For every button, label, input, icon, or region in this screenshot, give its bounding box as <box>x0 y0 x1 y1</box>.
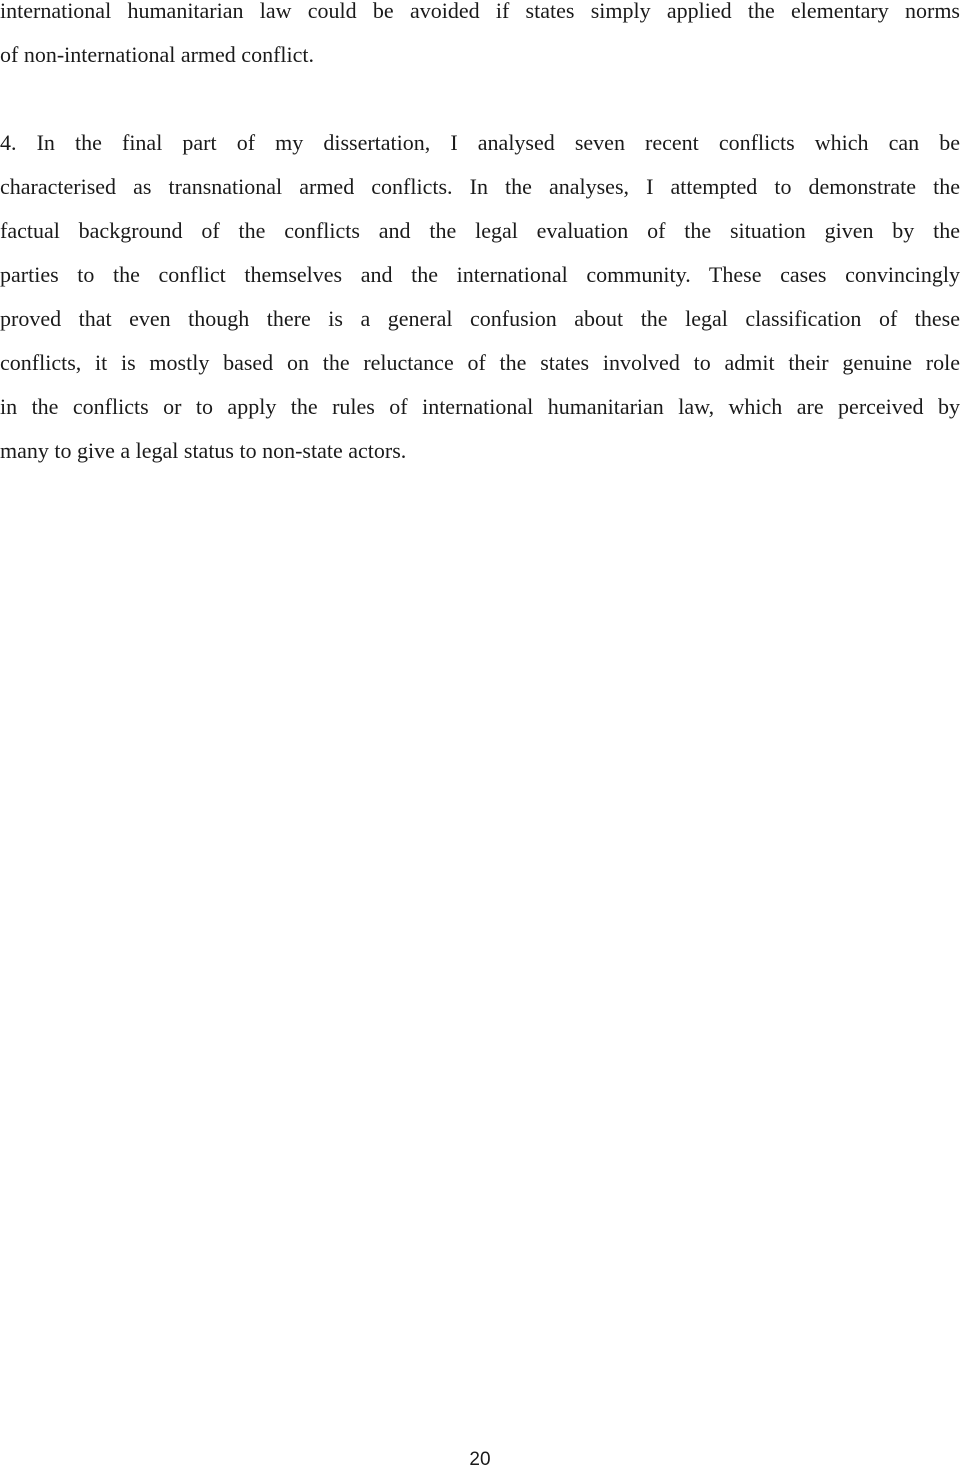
paragraph-4-line-4: parties to the conflict themselves and the international community. These cases convincingly <box>0 262 960 287</box>
page-number: 20 <box>469 1449 491 1470</box>
paragraph-4-line-6: conflicts, it is mostly based on the reluctance of the states involved to admit their genuine role <box>0 350 960 375</box>
paragraph-4-line-3: factual background of the conflicts and the legal evaluation of the situation given by the <box>0 218 960 243</box>
paragraph-4-line-8: many to give a legal status to non-state actors. <box>0 438 407 463</box>
paragraph-4-line-5: proved that even though there is a general confusion about the legal classification of these <box>0 306 960 331</box>
paragraph-4-line-7: in the conflicts or to apply the rules of international humanitarian law, which are perceived by <box>0 394 960 419</box>
paragraph-continuation-line-1: international humanitarian law could be avoided if states simply applied the elementary norms <box>0 0 960 23</box>
paragraph-4-line-1: 4. In the final part of my dissertation, I analysed seven recent conflicts which can be <box>0 130 960 155</box>
paragraph-4-line-2: characterised as transnational armed conflicts. In the analyses, I attempted to demonstrate the <box>0 174 960 199</box>
paragraph-continuation-line-2: of non-international armed conflict. <box>0 42 314 67</box>
